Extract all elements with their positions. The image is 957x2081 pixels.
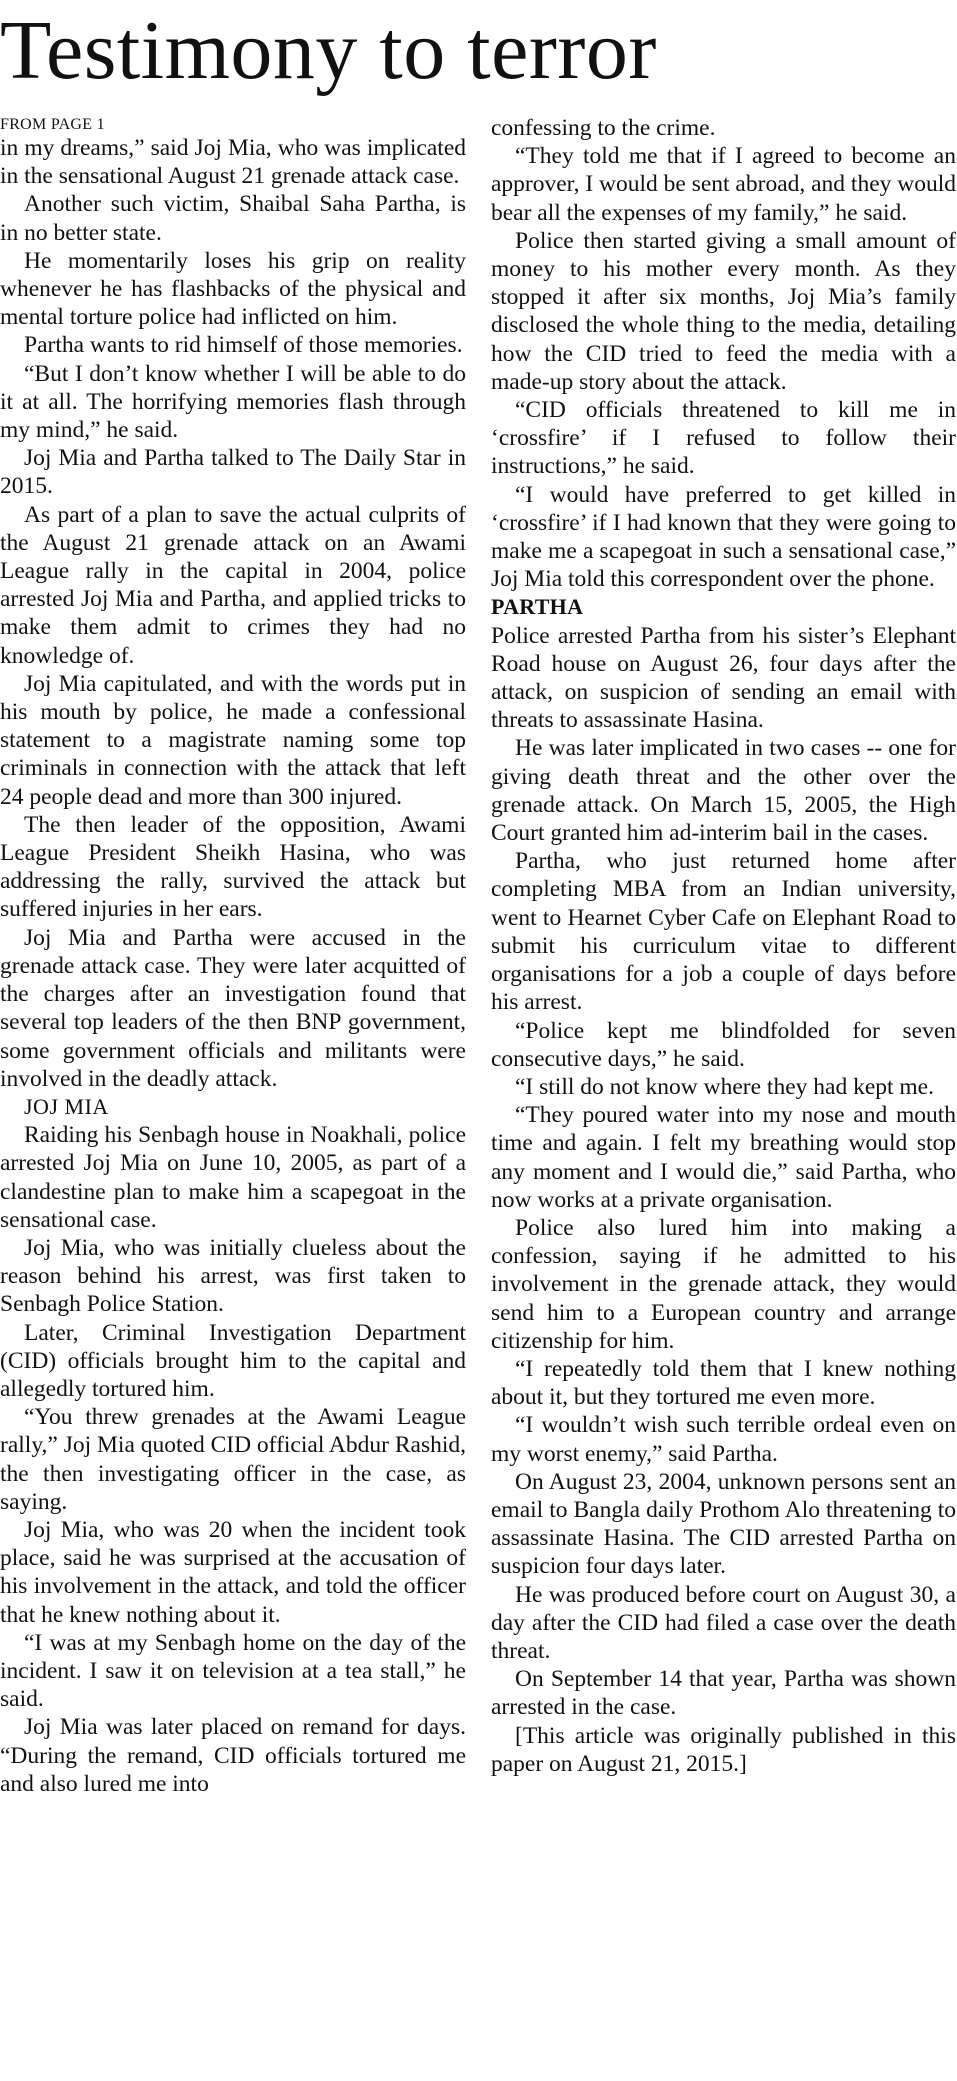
paragraph: Partha wants to rid himself of those memories. [24, 332, 463, 359]
paragraph: “They poured water into my nose and mouth time and again. I felt my breathing would stop any moment and I would die,” said Partha, who now works at a private organisation. [491, 1102, 956, 1213]
paragraph: “But I don’t know whether I will be able to do it at all. The horrifying memories flash through my mind,” he said. [0, 360, 466, 444]
paragraph: confessing to the crime. [491, 115, 716, 141]
paragraph: “I still do not know where they had kept me. [515, 1073, 934, 1100]
paragraph: Another such victim, Shaibal Saha Partha, is in no better state. [0, 191, 466, 246]
subhead-joj-mia: JOJ MIA [24, 1093, 109, 1119]
article-column-left [0, 114, 466, 1798]
paragraph: Joj Mia and Partha were accused in the grenade attack case. They were later acquitted of the charges after an investigation found that several top leaders of the then BNP government, some government officials and militants were involved in the deadly attack. [0, 924, 466, 1092]
paragraph: The then leader of the opposition, Awami League President Sheikh Hasina, who was addressing the rally, survived the attack but suffered injuries in her ears. [0, 811, 466, 923]
paragraph: On September 14 that year, Partha was shown arrested in the case. [491, 1666, 956, 1721]
paragraph: “CID officials threatened to kill me in ‘crossfire’ if I refused to follow their instructions,” he said. [491, 397, 956, 480]
paragraph: Joj Mia was later placed on remand for days. “During the remand, CID officials tortured me and also lured me into [0, 1714, 466, 1797]
paragraph: Joj Mia, who was 20 when the incident took place, said he was surprised at the accusation of his involvement in the attack, and told the officer that he knew nothing about it. [0, 1516, 466, 1628]
article-column-right [491, 114, 956, 1778]
subhead-partha: PARTHA [491, 594, 584, 620]
paragraph: “You threw grenades at the Awami League rally,” Joj Mia quoted CID official Abdur Rashid, the then investigating officer in the case, as saying. [0, 1404, 467, 1515]
paragraph: He momentarily loses his grip on reality whenever he has flashbacks of the physical and mental torture police had inflicted on him. [0, 247, 466, 331]
paragraph: in my dreams,” said Joj Mia, who was implicated in the sensational August 21 grenade attack case. [0, 135, 466, 190]
paragraph: Joj Mia and Partha talked to The Daily Star in 2015. [0, 445, 466, 500]
paragraph: Joj Mia capitulated, and with the words put in his mouth by police, he made a confessional statement to a magistrate naming some top criminals in connection with the attack that left 24 people dead and more than 300 injured. [0, 670, 466, 810]
paragraph: Raiding his Senbagh house in Noakhali, police arrested Joj Mia on June 10, 2005, as part of a clandestine plan to make him a scapegoat in the sensational case. [0, 1122, 466, 1233]
paragraph: Police arrested Partha from his sister’s Elephant Road house on August 26, four days after the attack, on suspicion of sending an email with threats to assassinate Hasina. [491, 622, 956, 734]
paragraph: On August 23, 2004, unknown persons sent an email to Bangla daily Prothom Alo threatening to assassinate Hasina. The CID arrested Partha on suspicion four days later. [491, 1468, 956, 1580]
paragraph: “I repeatedly told them that I knew nothing about it, but they tortured me even more. [491, 1355, 956, 1411]
paragraph: Joj Mia, who was initially clueless about the reason behind his arrest, was first taken to Senbagh Police Station. [0, 1234, 466, 1318]
jump-line: FROM PAGE 1 [0, 116, 105, 133]
paragraph: Later, Criminal Investigation Department (CID) officials brought him to the capital and allegedly tortured him. [0, 1319, 466, 1402]
paragraph: As part of a plan to save the actual culprits of the August 21 grenade attack on an Awami League rally in the capital in 2004, police arrested Joj Mia and Partha, and applied tricks to make them admit to crimes they had no knowledge of. [0, 501, 466, 669]
paragraph: “They told me that if I agreed to become an approver, I would be sent abroad, and they would bear all the expenses of my family,” he said. [491, 143, 957, 226]
paragraph: He was produced before court on August 30, a day after the CID had filed a case over the death threat. [491, 1581, 956, 1664]
paragraph: Police then started giving a small amount of money to his mother every month. As they stopped it after six months, Joj Mia’s family disclosed the whole thing to the media, detailing how the CID tried to feed the media with a made-up story about the attack. [491, 227, 956, 395]
paragraph: [This article was originally published in this paper on August 21, 2015.] [491, 1722, 956, 1777]
paragraph: Partha, who just returned home after completing MBA from an Indian university, went to Hearnet Cyber Cafe on Elephant Road to submit his curriculum vitae to different organisations for a job a couple of days before his arrest. [491, 848, 956, 1016]
paragraph: “I wouldn’t wish such terrible ordeal even on my worst enemy,” said Partha. [491, 1412, 956, 1467]
headline: Testimony to terror [0, 4, 657, 97]
paragraph: “Police kept me blindfolded for seven consecutive days,” he said. [491, 1017, 956, 1072]
paragraph: Police also lured him into making a confession, saying if he admitted to his involvement in the grenade attack, they would send him to a European country and arrange citizenship for him. [491, 1214, 956, 1354]
paragraph: He was later implicated in two cases -- one for giving death threat and the other over the grenade attack. On March 15, 2005, the High Court granted him ad-interim bail in the cases. [491, 735, 956, 847]
paragraph: “I was at my Senbagh home on the day of the incident. I saw it on television at a tea stall,” he said. [0, 1629, 466, 1713]
paragraph: “I would have preferred to get killed in ‘crossfire’ if I had known that they were going to make me a scapegoat in such a sensational case,” Joj Mia told this correspondent over the phone. [491, 481, 956, 593]
